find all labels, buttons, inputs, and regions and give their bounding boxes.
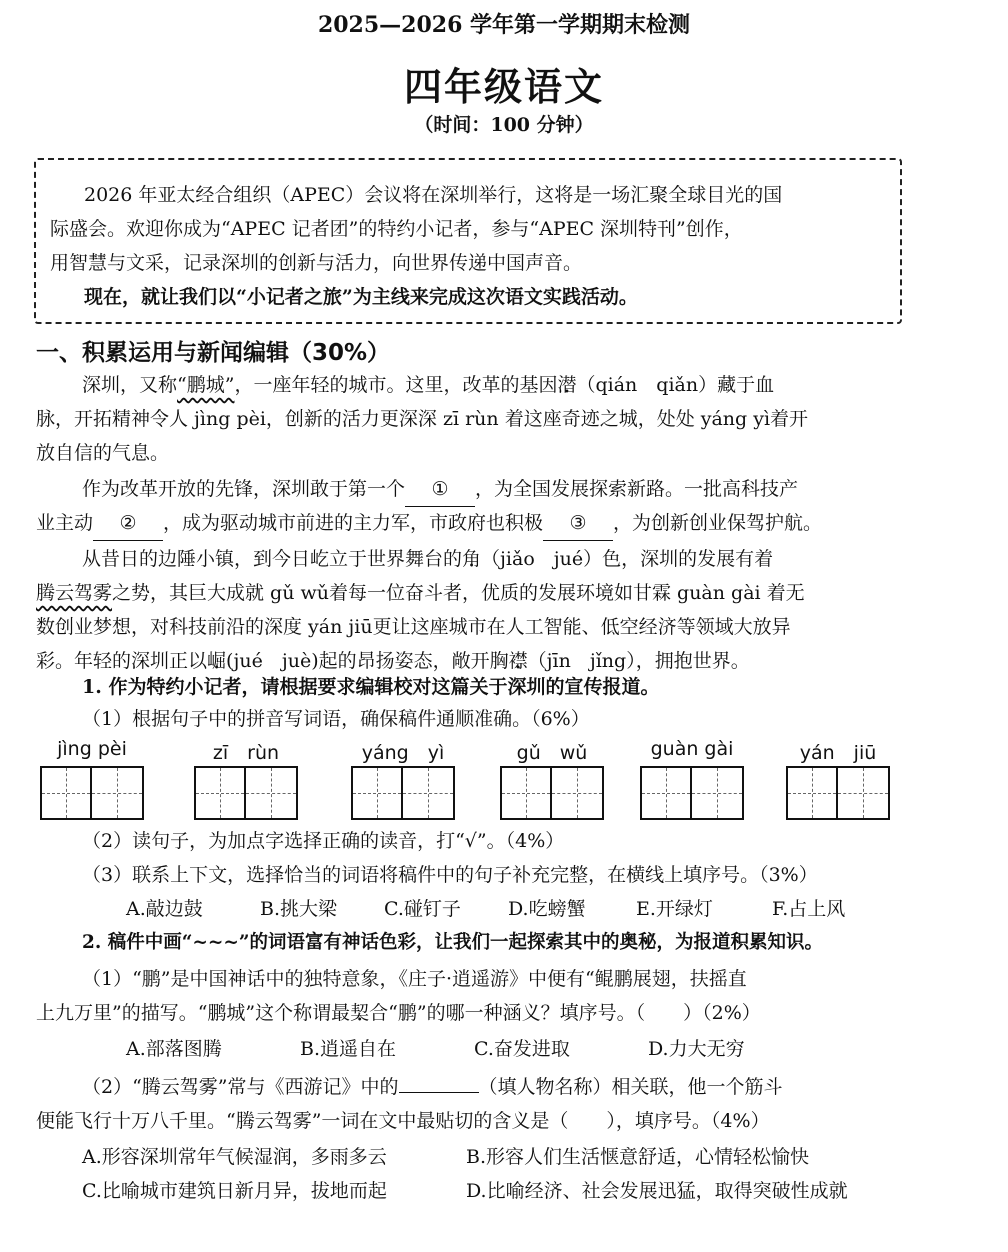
dotted-char-qi: 契 — [350, 1002, 370, 1024]
write-cell[interactable] — [788, 768, 838, 818]
pinyin-grid-3: yáng yì — [351, 738, 455, 820]
q2-title: 2. 稿件中画“~~~”的词语富有神话色彩，让我们一起探索其中的奥秘，为报道积累知识。 — [82, 932, 824, 953]
pinyin-grid-2: zī rùn — [194, 738, 298, 820]
p1-line-1: 深圳，又称“鹏城”，一座年轻的城市。这里，改革的基因潜（qián qiǎn）藏于血 — [82, 374, 775, 396]
intro-line-1: 2026 年亚太经合组织（APEC）会议将在深圳举行，这将是一场汇聚全球目光的国 — [84, 184, 783, 206]
p3-line-4: 彩。年轻的深圳正以崛(jué juè)起的昂扬姿态，敞开胸襟（jīn jǐng），拥抱世界。 — [36, 650, 750, 672]
write-cell[interactable] — [502, 768, 552, 818]
write-cell[interactable] — [196, 768, 246, 818]
pinyin-grid-5: guàn gài — [640, 738, 744, 820]
q1-sub3: （3）联系上下文，选择恰当的词语将稿件中的句子补充完整，在横线上填序号。（3%） — [82, 864, 818, 886]
write-cell[interactable] — [642, 768, 692, 818]
write-cell[interactable] — [92, 768, 142, 818]
wavy-tengyun: 腾云驾雾 — [36, 582, 113, 604]
q2-s1-line-2: 上九万里”的描写。“鹏城”这个称谓最契合“鹏”的哪一种涵义？填序号。（ ）（2%） — [36, 1002, 761, 1024]
p1-line-2: 脉，开拓精神令人 jìng pèi，创新的活力更深深 zī rùn 着这座奇迹之城，处处 yáng yì着开 — [36, 408, 809, 430]
option-c: C.碰钉子 — [384, 898, 461, 920]
q2-s2-option-c: C.比喻城市建筑日新月异，拔地而起 — [82, 1180, 387, 1202]
dotted-char-jue: 角 — [462, 548, 482, 570]
write-cell[interactable] — [692, 768, 742, 818]
q2-s1-line-1: （1）“鹏”是中国神话中的独特意象，《庄子·逍遥游》中便有“鲲鹏展翅，扶摇直 — [82, 968, 747, 990]
q2-s2-line-2: 便能飞行十万八千里。“腾云驾雾”一词在文中最贴切的含义是（ ），填序号。（4%） — [36, 1110, 770, 1132]
q1-sub2: （2）读句子，为加点字选择正确的读音，打“√”。（4%） — [82, 830, 565, 852]
exam-title: 2025—2026 学年第一学期期末检测 — [317, 12, 691, 38]
blank-1[interactable]: ① — [405, 472, 475, 507]
p1-line-3: 放自信的气息。 — [36, 442, 170, 464]
blank-3[interactable]: ③ — [543, 506, 613, 541]
intro-line-3: 用智慧与文采，记录深圳的创新与活力，向世界传递中国声音。 — [50, 252, 583, 274]
q2-s2-line-1: （2）“腾云驾雾”常与《西游记》中的 （填人物名称）相关联，他一个筋斗 — [82, 1076, 783, 1098]
q2-option-b: B.逍遥自在 — [300, 1038, 397, 1060]
q2-option-d: D.力大无穷 — [648, 1038, 745, 1060]
q1-title: 1. 作为特约小记者，请根据要求编辑校对这篇关于深圳的宣传报道。 — [82, 676, 660, 698]
option-f: F.占上风 — [772, 898, 846, 920]
dotted-char-jin: 襟 — [508, 650, 528, 672]
q2-option-c: C.奋发进取 — [474, 1038, 570, 1060]
p3-line-3: 数创业梦想，对科技前沿的深度 yán jiū更让这座城市在人工智能、低空经济等领域大放异 — [36, 616, 791, 638]
name-blank[interactable] — [399, 1092, 479, 1093]
blank-2[interactable]: ② — [93, 506, 163, 541]
pinyin-grid-1: jìng pèi — [40, 738, 144, 820]
write-cell[interactable] — [246, 768, 296, 818]
option-e: E.开绿灯 — [636, 898, 713, 920]
write-cell[interactable] — [353, 768, 403, 818]
option-a: A.敲边鼓 — [126, 898, 203, 920]
option-d: D.吃螃蟹 — [508, 898, 586, 920]
dotted-char-jue2: 崛 — [207, 650, 227, 672]
q1-sub1: （1）根据句子中的拼音写词语，确保稿件通顺准确。（6%） — [82, 708, 590, 730]
write-cell[interactable] — [403, 768, 453, 818]
q2-s2-option-b: B.形容人们生活惬意舒适，心情轻松愉快 — [466, 1146, 810, 1168]
dotted-char-qian: 潜 — [557, 374, 577, 396]
option-b: B.挑大梁 — [260, 898, 338, 920]
p2-line-1: 作为改革开放的先锋，深圳敢于第一个 ① ，为全国发展探索新路。一批高科技产 — [82, 472, 798, 507]
pinyin-grid-6: yán jiū — [786, 738, 890, 820]
intro-line-2: 际盛会。欢迎你成为“APEC 记者团”的特约小记者，参与“APEC 深圳特刊”创作， — [50, 218, 743, 240]
write-cell[interactable] — [42, 768, 92, 818]
section-title: 一、积累运用与新闻编辑（30%） — [36, 340, 391, 366]
intro-line-4: 现在，就让我们以“小记者之旅”为主线来完成这次语文实践活动。 — [84, 286, 638, 308]
pinyin-grid-4: gǔ wǔ — [500, 738, 604, 820]
q2-option-a: A.部落图腾 — [126, 1038, 222, 1060]
q2-s2-option-d: D.比喻经济、社会发展迅猛，取得突破性成就 — [466, 1180, 848, 1202]
p3-line-2: 腾云驾雾之势，其巨大成就 gǔ wǔ着每一位奋斗者，优质的发展环境如甘霖 guàn gài 着无 — [36, 582, 805, 604]
q2-s2-option-a: A.形容深圳常年气候湿润，多雨多云 — [82, 1146, 387, 1168]
wavy-pengcheng: “鹏城” — [177, 374, 235, 396]
write-cell[interactable] — [838, 768, 888, 818]
p3-line-1: 从昔日的边陲小镇，到今日屹立于世界舞台的角（jiǎo jué）色，深圳的发展有着 — [82, 548, 774, 570]
exam-time: （时间：100 分钟） — [414, 114, 594, 136]
write-cell[interactable] — [552, 768, 602, 818]
p2-line-2: 业主动 ② ，成为驱动城市前进的主力军，市政府也积极 ③ ，为创新创业保驾护航。 — [36, 506, 822, 541]
subject-title: 四年级语文 — [403, 64, 604, 109]
